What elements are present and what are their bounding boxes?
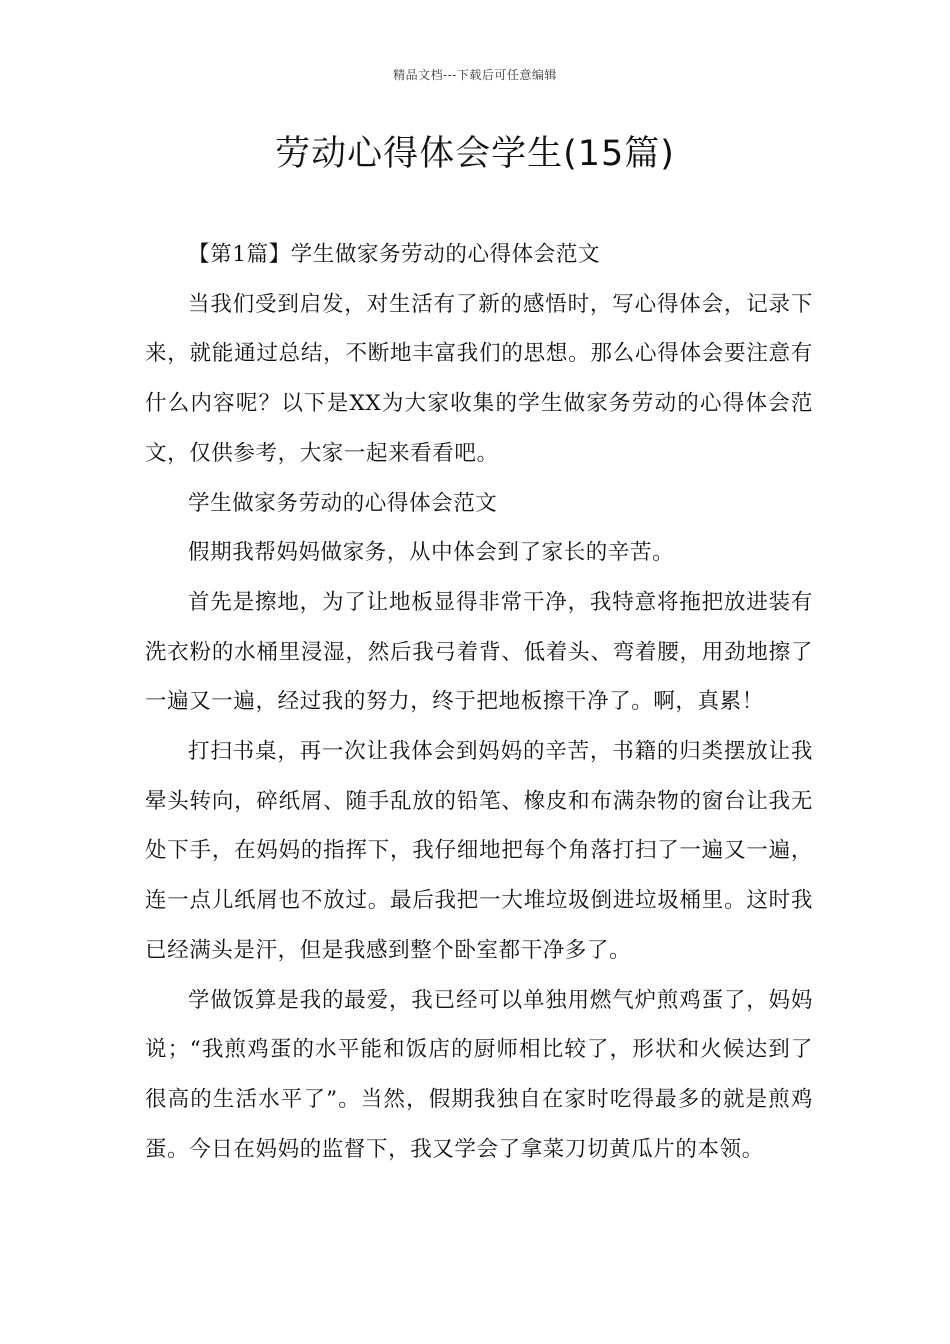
body-paragraph: 首先是擦地，为了让地板显得非常干净，我特意将拖把放进装有洗衣粉的水桶里浸湿，然后我弓着背、低着头、弯着腰，用劲地擦了一遍又一遍，经过我的努力，终于把地板擦干净了。啊，真累！	[145, 589, 813, 715]
body-paragraph: 学做饭算是我的最爱，我已经可以单独用燃气炉煎鸡蛋了，妈妈说；“我煎鸡蛋的水平能和饭店的厨师相比较了，形状和火候达到了很高的生活水平了”。当然，假期我独自在家时吃得最多的就是煎鸡蛋。今日在妈妈的监督下，我又学会了拿菜刀切黄瓜片的本领。	[145, 987, 813, 1162]
document-body	[145, 230, 813, 1174]
body-paragraph: 当我们受到启发，对生活有了新的感悟时，写心得体会，记录下来，就能通过总结，不断地丰富我们的思想。那么心得体会要注意有什么内容呢？以下是XX为大家收集的学生做家务劳动的心得体会范文，仅供参考，大家一起来看看吧。	[145, 291, 813, 466]
document-title: 劳动心得体会学生(15篇)	[275, 134, 675, 174]
body-paragraph: 假期我帮妈妈做家务，从中体会到了家长的辛苦。	[188, 540, 675, 566]
subsection-heading: 学生做家务劳动的心得体会范文	[188, 490, 498, 516]
body-paragraph: 打扫书桌，再一次让我体会到妈妈的辛苦，书籍的归类摆放让我晕头转向，碎纸屑、随手乱放的铅笔、橡皮和布满杂物的窗台让我无处下手，在妈妈的指挥下，我仔细地把每个角落打扫了一遍又一遍，连一点儿纸屑也不放过。最后我把一大堆垃圾倒进垃圾桶里。这时我已经满头是汗，但是我感到整个卧室都干净多了。	[145, 739, 813, 963]
header-note: 精品文档---下载后可任意编辑	[393, 68, 557, 82]
section-heading: 【第1篇】学生做家务劳动的心得体会范文	[188, 242, 601, 267]
